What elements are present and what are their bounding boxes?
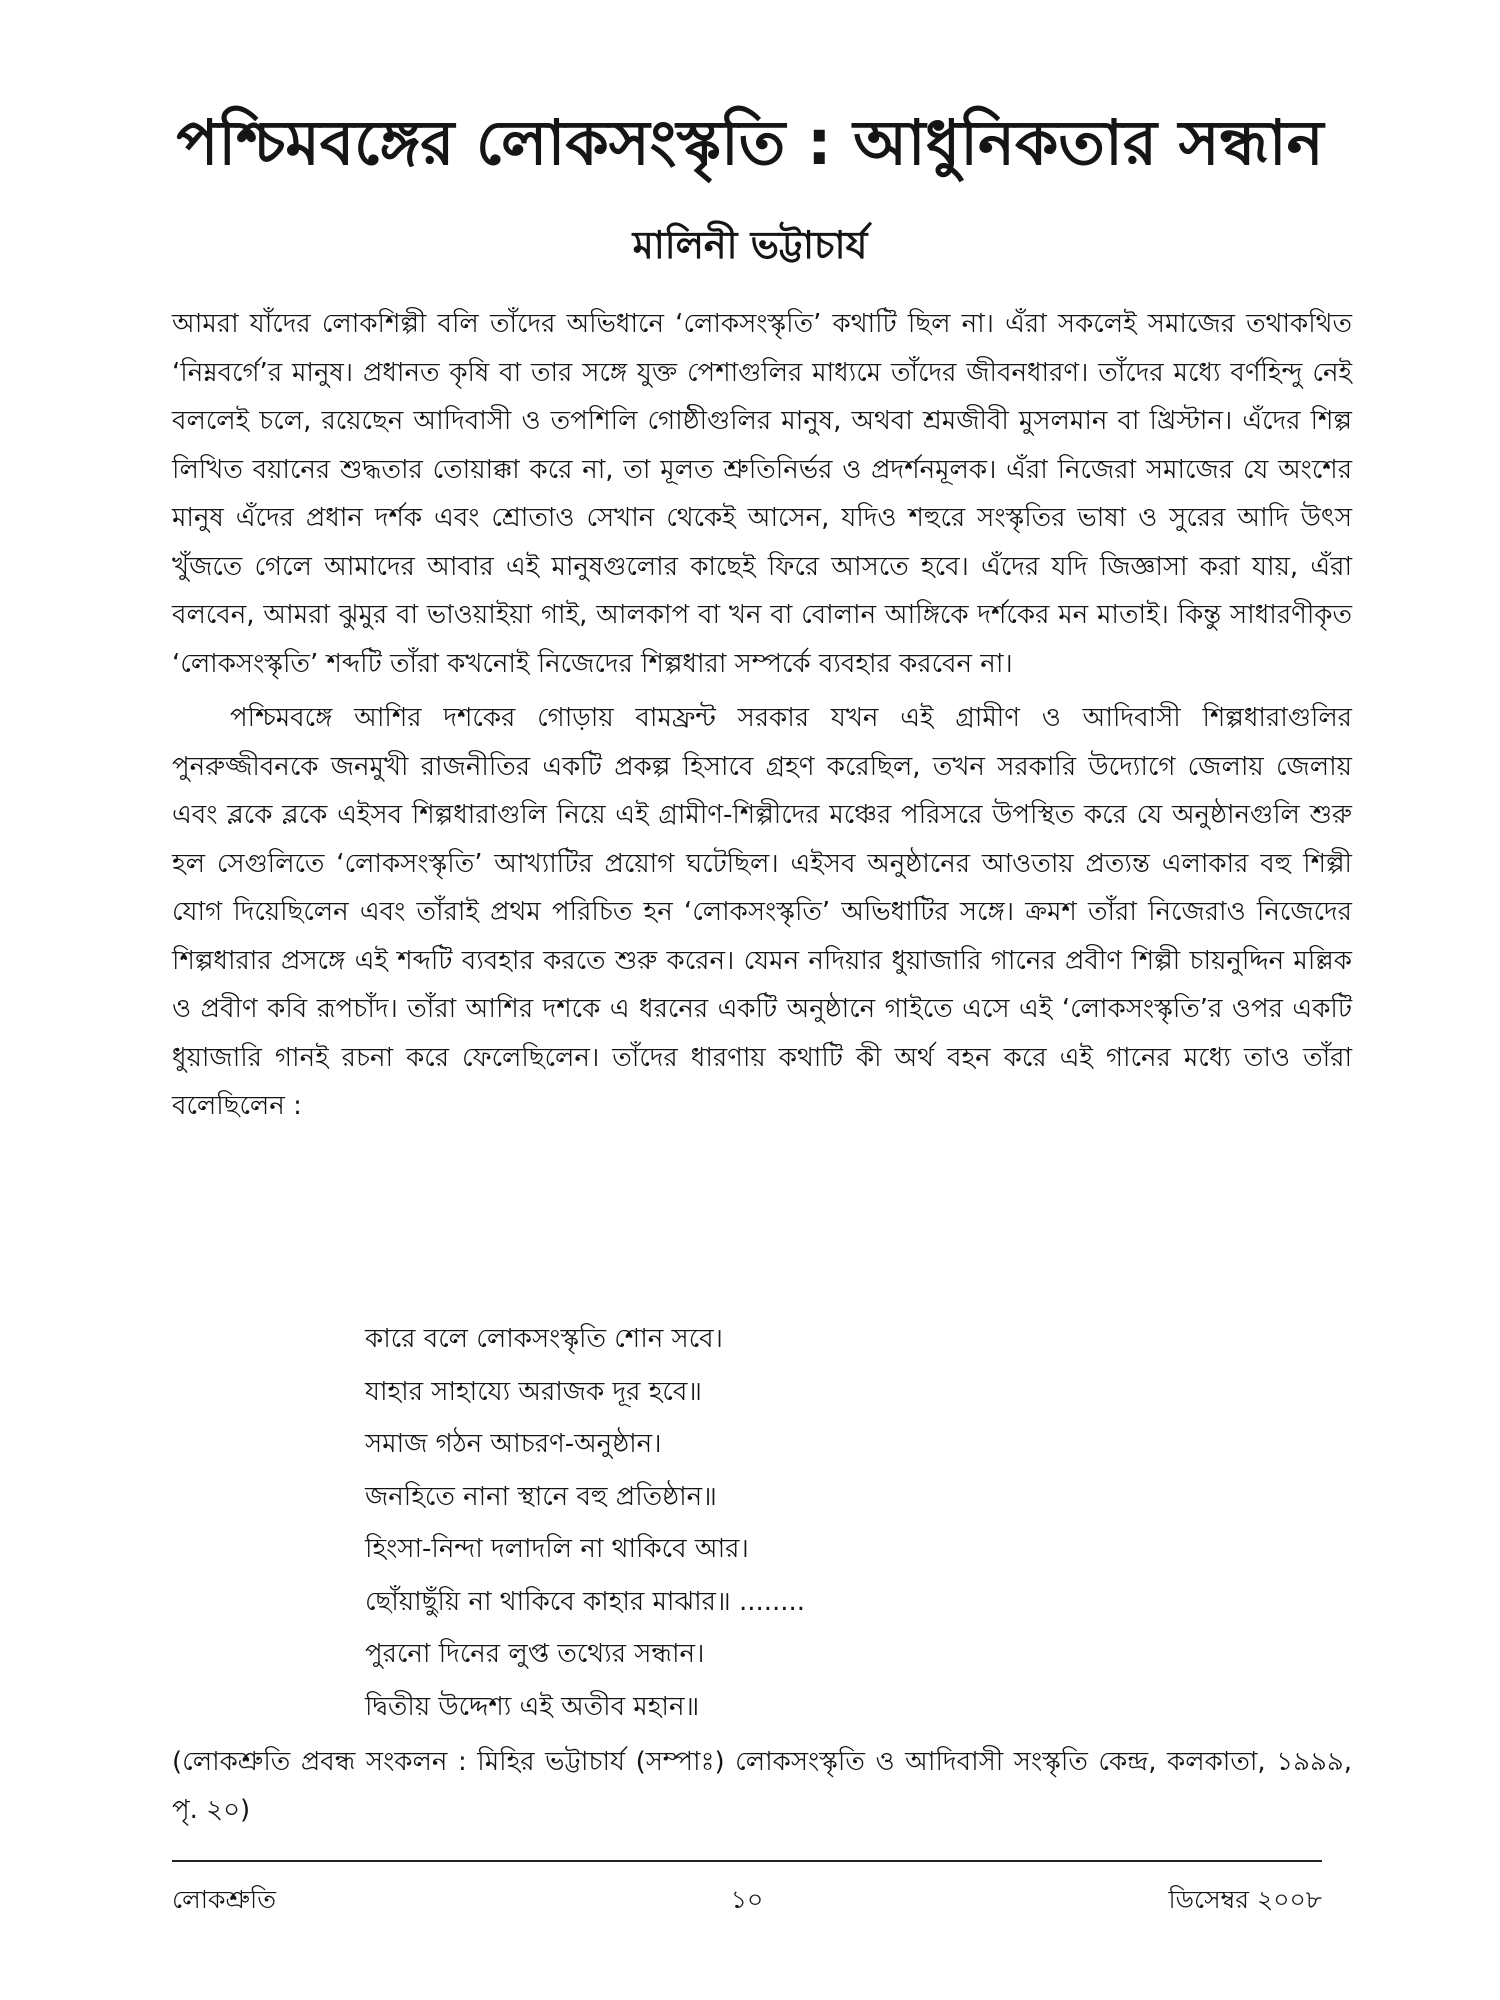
page-number: ১০ xyxy=(730,1885,764,1914)
verse-line: পুরনো দিনের লুপ্ত তথ্যের সন্ধান। xyxy=(365,1639,705,1669)
verse-line: যাহার সাহায্যে অরাজক দূর হবে॥ xyxy=(365,1376,703,1407)
page-footer xyxy=(172,1875,1322,1925)
source-citation: (লোকশ্রুতি প্রবন্ধ সংকলন : মিহির ভট্টাচার্য (সম্পাঃ) লোকসংস্কৃতি ও আদিবাসী সংস্কৃতি কেন্দ্র, কলকাতা, ১৯৯৯, পৃ. ২০) xyxy=(172,1747,1352,1825)
article-title: পশ্চিমবঙ্গের লোকসংস্কৃতি : আধুনিকতার সন্ধান xyxy=(176,106,1324,179)
paragraph: আমরা যাঁদের লোকশিল্পী বলি তাঁদের অভিধানে ‘লোকসংস্কৃতি’ কথাটি ছিল না। এঁরা সকলেই সমাজের তথাকথিত ‘নিম্নবর্গে’র মানুষ। প্রধানত কৃষি বা তার সঙ্গে যুক্ত পেশাগুলির মাধ্যমে তাঁদের জীবনধারণ। তাঁদের মধ্যে বর্ণহিন্দু নেই বললেই চলে, রয়েছেন আদিবাসী ও তপশিলি গোষ্ঠীগুলির মানুষ, অথবা শ্রমজীবী মুসলমান বা খ্রিস্টান। এঁদের শিল্প লিখিত বয়ানের শুদ্ধতার তোয়াক্কা করে না, তা মূলত শ্রুতিনির্ভর ও প্রদর্শনমূলক। এঁরা নিজেরা সমাজের যে অংশের মানুষ এঁদের প্রধান দর্শক এবং শ্রোতাও সেখান থেকেই আসেন, যদিও শহুরে সংস্কৃতির ভাষা ও সুরের আদি উৎস খুঁজতে গেলে আমাদের আবার এই মানুষগুলোর কাছেই ফিরে আসতে হবে। এঁদের যদি জিজ্ঞাসা করা যায়, এঁরা বলবেন, আমরা ঝুমুর বা ভাওয়াইয়া গাই, আলকাপ বা খন বা বোলান আঙ্গিকে দর্শকের মন মাতাই। কিন্তু সাধারণীকৃত ‘লোকসংস্কৃতি’ শব্দটি তাঁরা কখনোই নিজেদের শিল্পধারা সম্পর্কে ব্যবহার করবেন না। xyxy=(172,309,1352,679)
paragraph: পশ্চিমবঙ্গে আশির দশকের গোড়ায় বামফ্রন্ট সরকার যখন এই গ্রামীণ ও আদিবাসী শিল্পধারাগুলির পুনরুজ্জীবনকে জনমুখী রাজনীতির একটি প্রকল্প হিসাবে গ্রহণ করেছিল, তখন সরকারি উদ্যোগে জেলায় জেলায় এবং ব্লকে ব্লকে এইসব শিল্পধারাগুলি নিয়ে এই গ্রামীণ-শিল্পীদের মঞ্চের পরিসরে উপস্থিত করে যে অনুষ্ঠানগুলি শুরু হল সেগুলিতে ‘লোকসংস্কৃতি’ আখ্যাটির প্রয়োগ ঘটেছিল। এইসব অনুষ্ঠানের আওতায় প্রত্যন্ত এলাকার বহু শিল্পী যোগ দিয়েছিলেন এবং তাঁরাই প্রথম পরিচিত হন ‘লোকসংস্কৃতি’ অভিধাটির সঙ্গে। ক্রমশ তাঁরা নিজেরাও নিজেদের শিল্পধারার প্রসঙ্গে এই শব্দটি ব্যবহার করতে শুরু করেন। যেমন নদিয়ার ধুয়াজারি গানের প্রবীণ শিল্পী চায়নুদ্দিন মল্লিক ও প্রবীণ কবি রূপচাঁদ। তাঁরা আশির দশকে এ ধরনের একটি অনুষ্ঠানে গাইতে এসে এই ‘লোকসংস্কৃতি’র ওপর একটি ধুয়াজারি গানই রচনা করে ফেলেছিলেন। তাঁদের ধারণায় কথাটি কী অর্থ বহন করে এই গানের মধ্যে তাও তাঁরা বলেছিলেন : xyxy=(172,703,1352,1121)
verse-line: হিংসা-নিন্দা দলাদলি না থাকিবে আর। xyxy=(365,1534,749,1564)
verse-line: কারে বলে লোকসংস্কৃতি শোন সবে। xyxy=(365,1324,723,1354)
verse-line: জনহিতে নানা স্থানে বহু প্রতিষ্ঠান॥ xyxy=(365,1481,717,1512)
issue-date: ডিসেম্বর ২০০৮ xyxy=(1168,1885,1322,1914)
footer-divider xyxy=(172,1860,1322,1862)
verse-line: দ্বিতীয় উদ্দেশ্য এই অতীব মহান॥ xyxy=(365,1691,700,1722)
song-verse xyxy=(365,1313,1065,1733)
article-body xyxy=(172,300,1352,1131)
article-author: মালিনী ভট্টাচার্য xyxy=(632,223,868,267)
verse-line: সমাজ গঠন আচরণ-অনুষ্ঠান। xyxy=(365,1429,662,1459)
verse-line: ছোঁয়াছুঁয়ি না থাকিবে কাহার মাঝার॥ ........ xyxy=(365,1586,806,1617)
journal-name: লোকশ্রুতি xyxy=(172,1885,276,1914)
